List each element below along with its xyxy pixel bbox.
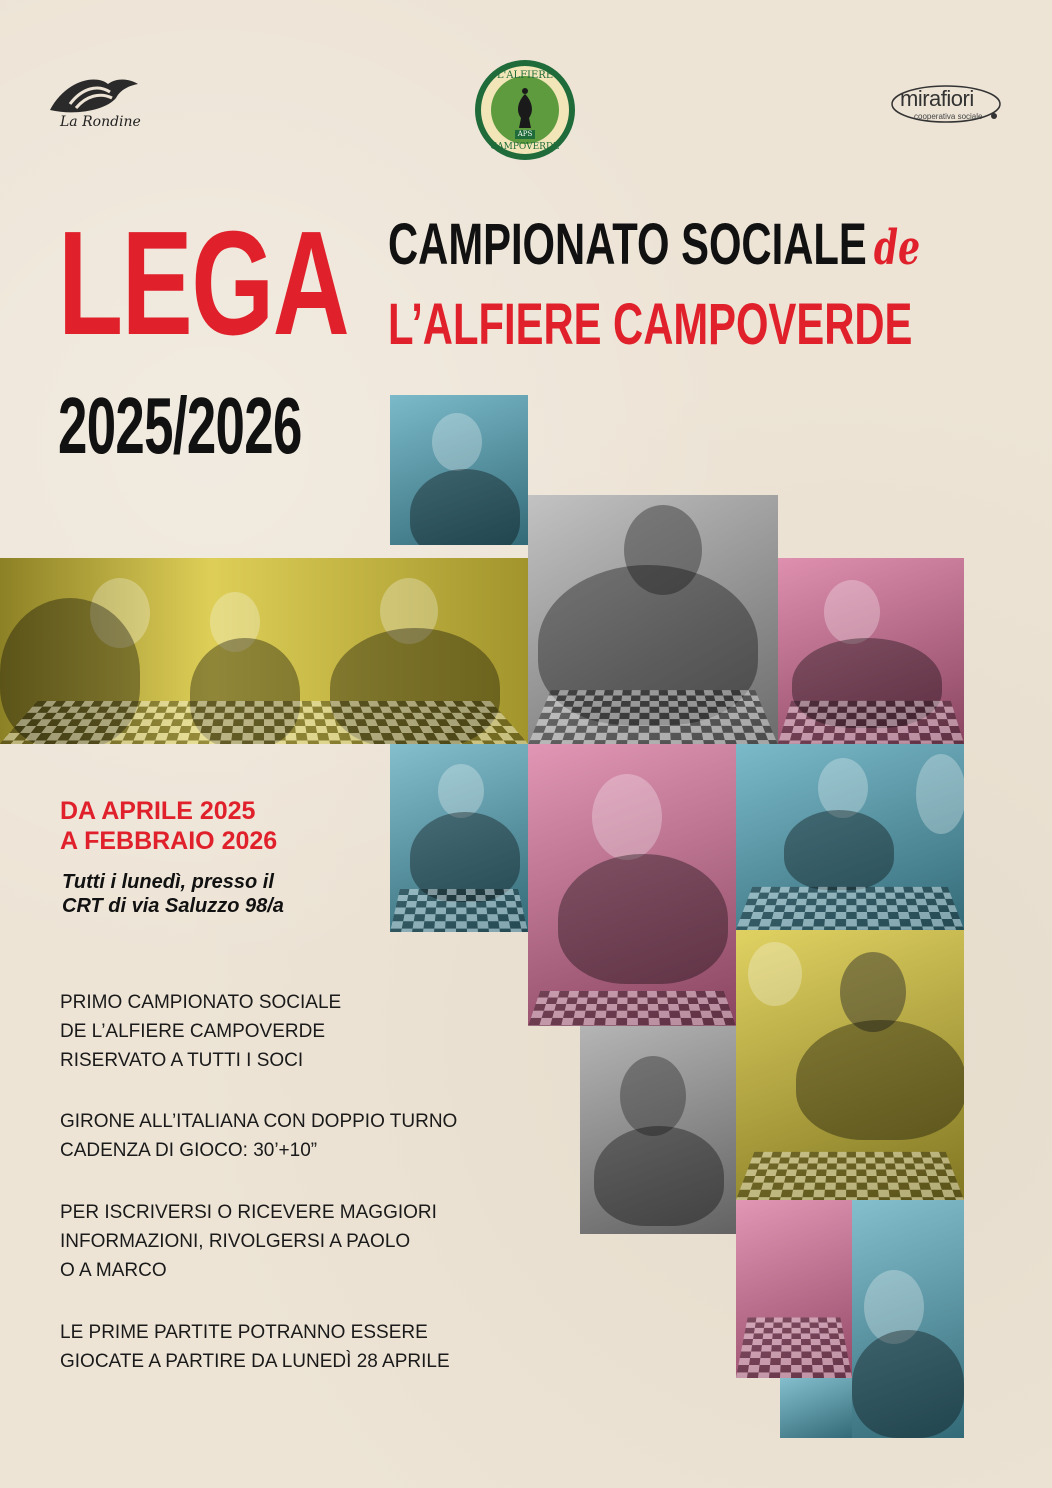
paragraph-line: PRIMO CAMPIONATO SOCIALE <box>60 992 342 1013</box>
photo-cyan-right <box>736 744 964 930</box>
championship-title <box>388 212 921 277</box>
logo-badge-text: APS <box>517 130 533 138</box>
date-range <box>60 796 277 856</box>
venue-info <box>62 870 284 918</box>
paragraph-line: O A MARCO <box>60 1260 167 1281</box>
photo-yellow-right <box>736 930 964 1200</box>
paragraph-line: DE L’ALFIERE CAMPOVERDE <box>60 1021 326 1042</box>
paragraph-line: RISERVATO A TUTTI I SOCI <box>60 1050 304 1071</box>
season-year: 2025/2026 <box>58 381 302 470</box>
mirafiori-name: mirafiori <box>900 86 974 111</box>
photo-gray-center <box>528 495 778 745</box>
mirafiori-sub: cooperativa sociale <box>914 112 983 121</box>
la-rondine-text: La Rondine <box>60 114 141 130</box>
photo-yellow-wide <box>0 558 528 744</box>
venue-line-1: Tutti i lunedì, presso il <box>62 871 274 893</box>
paragraph-line: GIOCATE A PARTIRE DA LUNEDÌ 28 APRILE <box>60 1351 450 1372</box>
swallow-icon <box>46 70 146 120</box>
paragraph-format <box>60 1107 457 1165</box>
photo-cyan-bottom <box>852 1200 964 1438</box>
paragraph-championship <box>60 988 341 1075</box>
logo-top-text: L'ALFIERE <box>496 70 554 81</box>
la-rondine-logo <box>46 70 146 140</box>
paragraph-line: INFORMAZIONI, RIVOLGERSI A PAOLO <box>60 1231 411 1252</box>
photo-pink-bottom <box>736 1200 852 1378</box>
date-end: A FEBBRAIO 2026 <box>60 827 278 855</box>
photo-cyan-left <box>390 744 528 932</box>
championship-title-text: CAMPIONATO SOCIALE <box>388 212 867 277</box>
alfiere-campoverde-logo <box>473 58 577 162</box>
paragraph-start <box>60 1318 450 1376</box>
paragraph-line: GIRONE ALL’ITALIANA CON DOPPIO TURNO <box>60 1111 458 1132</box>
club-title: L’ALFIERE CAMPOVERDE <box>388 292 913 357</box>
photo-cyan-top <box>390 395 528 545</box>
paragraph-line: CADENZA DI GIOCO: 30’+10” <box>60 1140 318 1161</box>
logo-bottom-text: CAMPOVERDE <box>490 142 560 152</box>
photo-cyan-tiny <box>780 1378 852 1438</box>
photo-pink-right <box>778 558 964 744</box>
paragraph-line: LE PRIME PARTITE POTRANNO ESSERE <box>60 1322 428 1343</box>
photo-gray-bottom <box>580 1026 736 1234</box>
championship-de: de <box>873 220 921 276</box>
date-start: DA APRILE 2025 <box>60 797 256 825</box>
venue-line-2: CRT di via Saluzzo 98/a <box>62 895 284 917</box>
mirafiori-logo <box>888 82 1008 132</box>
lega-title: LEGA <box>58 201 349 366</box>
paragraph-registration <box>60 1198 437 1285</box>
photo-pink-center <box>528 744 736 1026</box>
paragraph-line: PER ISCRIVERSI O RICEVERE MAGGIORI <box>60 1202 437 1223</box>
